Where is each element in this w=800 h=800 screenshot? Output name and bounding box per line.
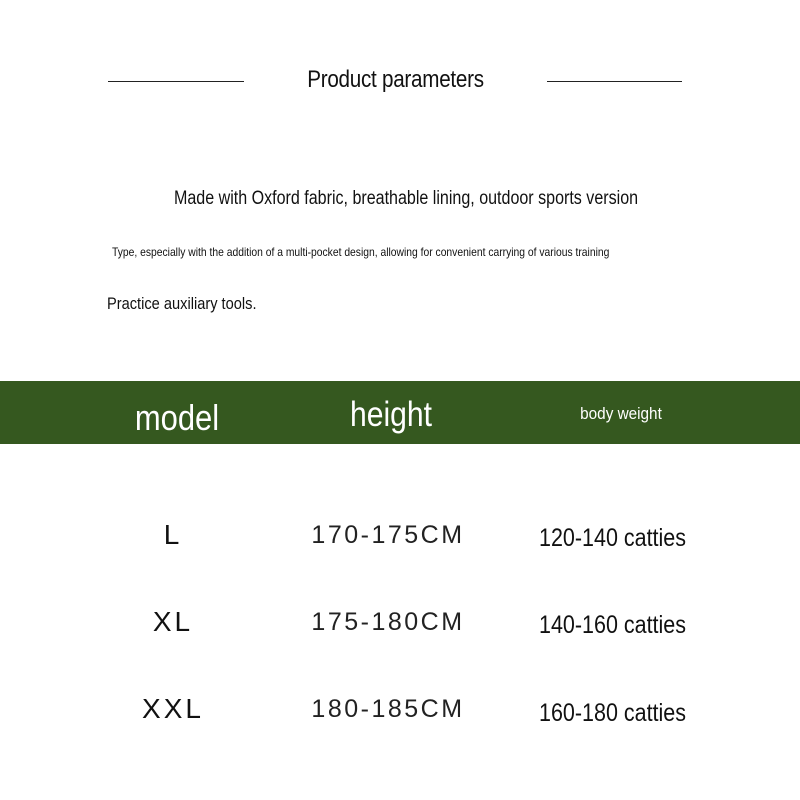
column-header-body-weight: body weight <box>580 404 662 423</box>
description-line-3: Practice auxiliary tools. <box>107 294 257 313</box>
weight-cell: 120-140 catties <box>539 524 687 552</box>
weight-cell: 140-160 catties <box>539 611 687 639</box>
height-cell: 180-185CM <box>311 695 465 723</box>
title-divider-left <box>108 81 244 82</box>
page-title: Product parameters <box>307 66 484 93</box>
title-divider-right <box>547 81 682 82</box>
size-cell: XL <box>152 606 194 637</box>
weight-cell: 160-180 catties <box>539 699 687 727</box>
size-cell: L <box>163 519 183 550</box>
column-header-model: model <box>134 397 220 438</box>
column-header-height: height <box>349 395 433 434</box>
size-cell: XXL <box>142 693 204 724</box>
description-line-1: Made with Oxford fabric, breathable lining, outdoor sports version <box>174 188 639 209</box>
height-cell: 175-180CM <box>311 608 465 636</box>
description-line-2: Type, especially with the addition of a multi-pocket design, allowing for convenient carrying of various training <box>112 245 610 259</box>
height-cell: 170-175CM <box>311 521 465 549</box>
